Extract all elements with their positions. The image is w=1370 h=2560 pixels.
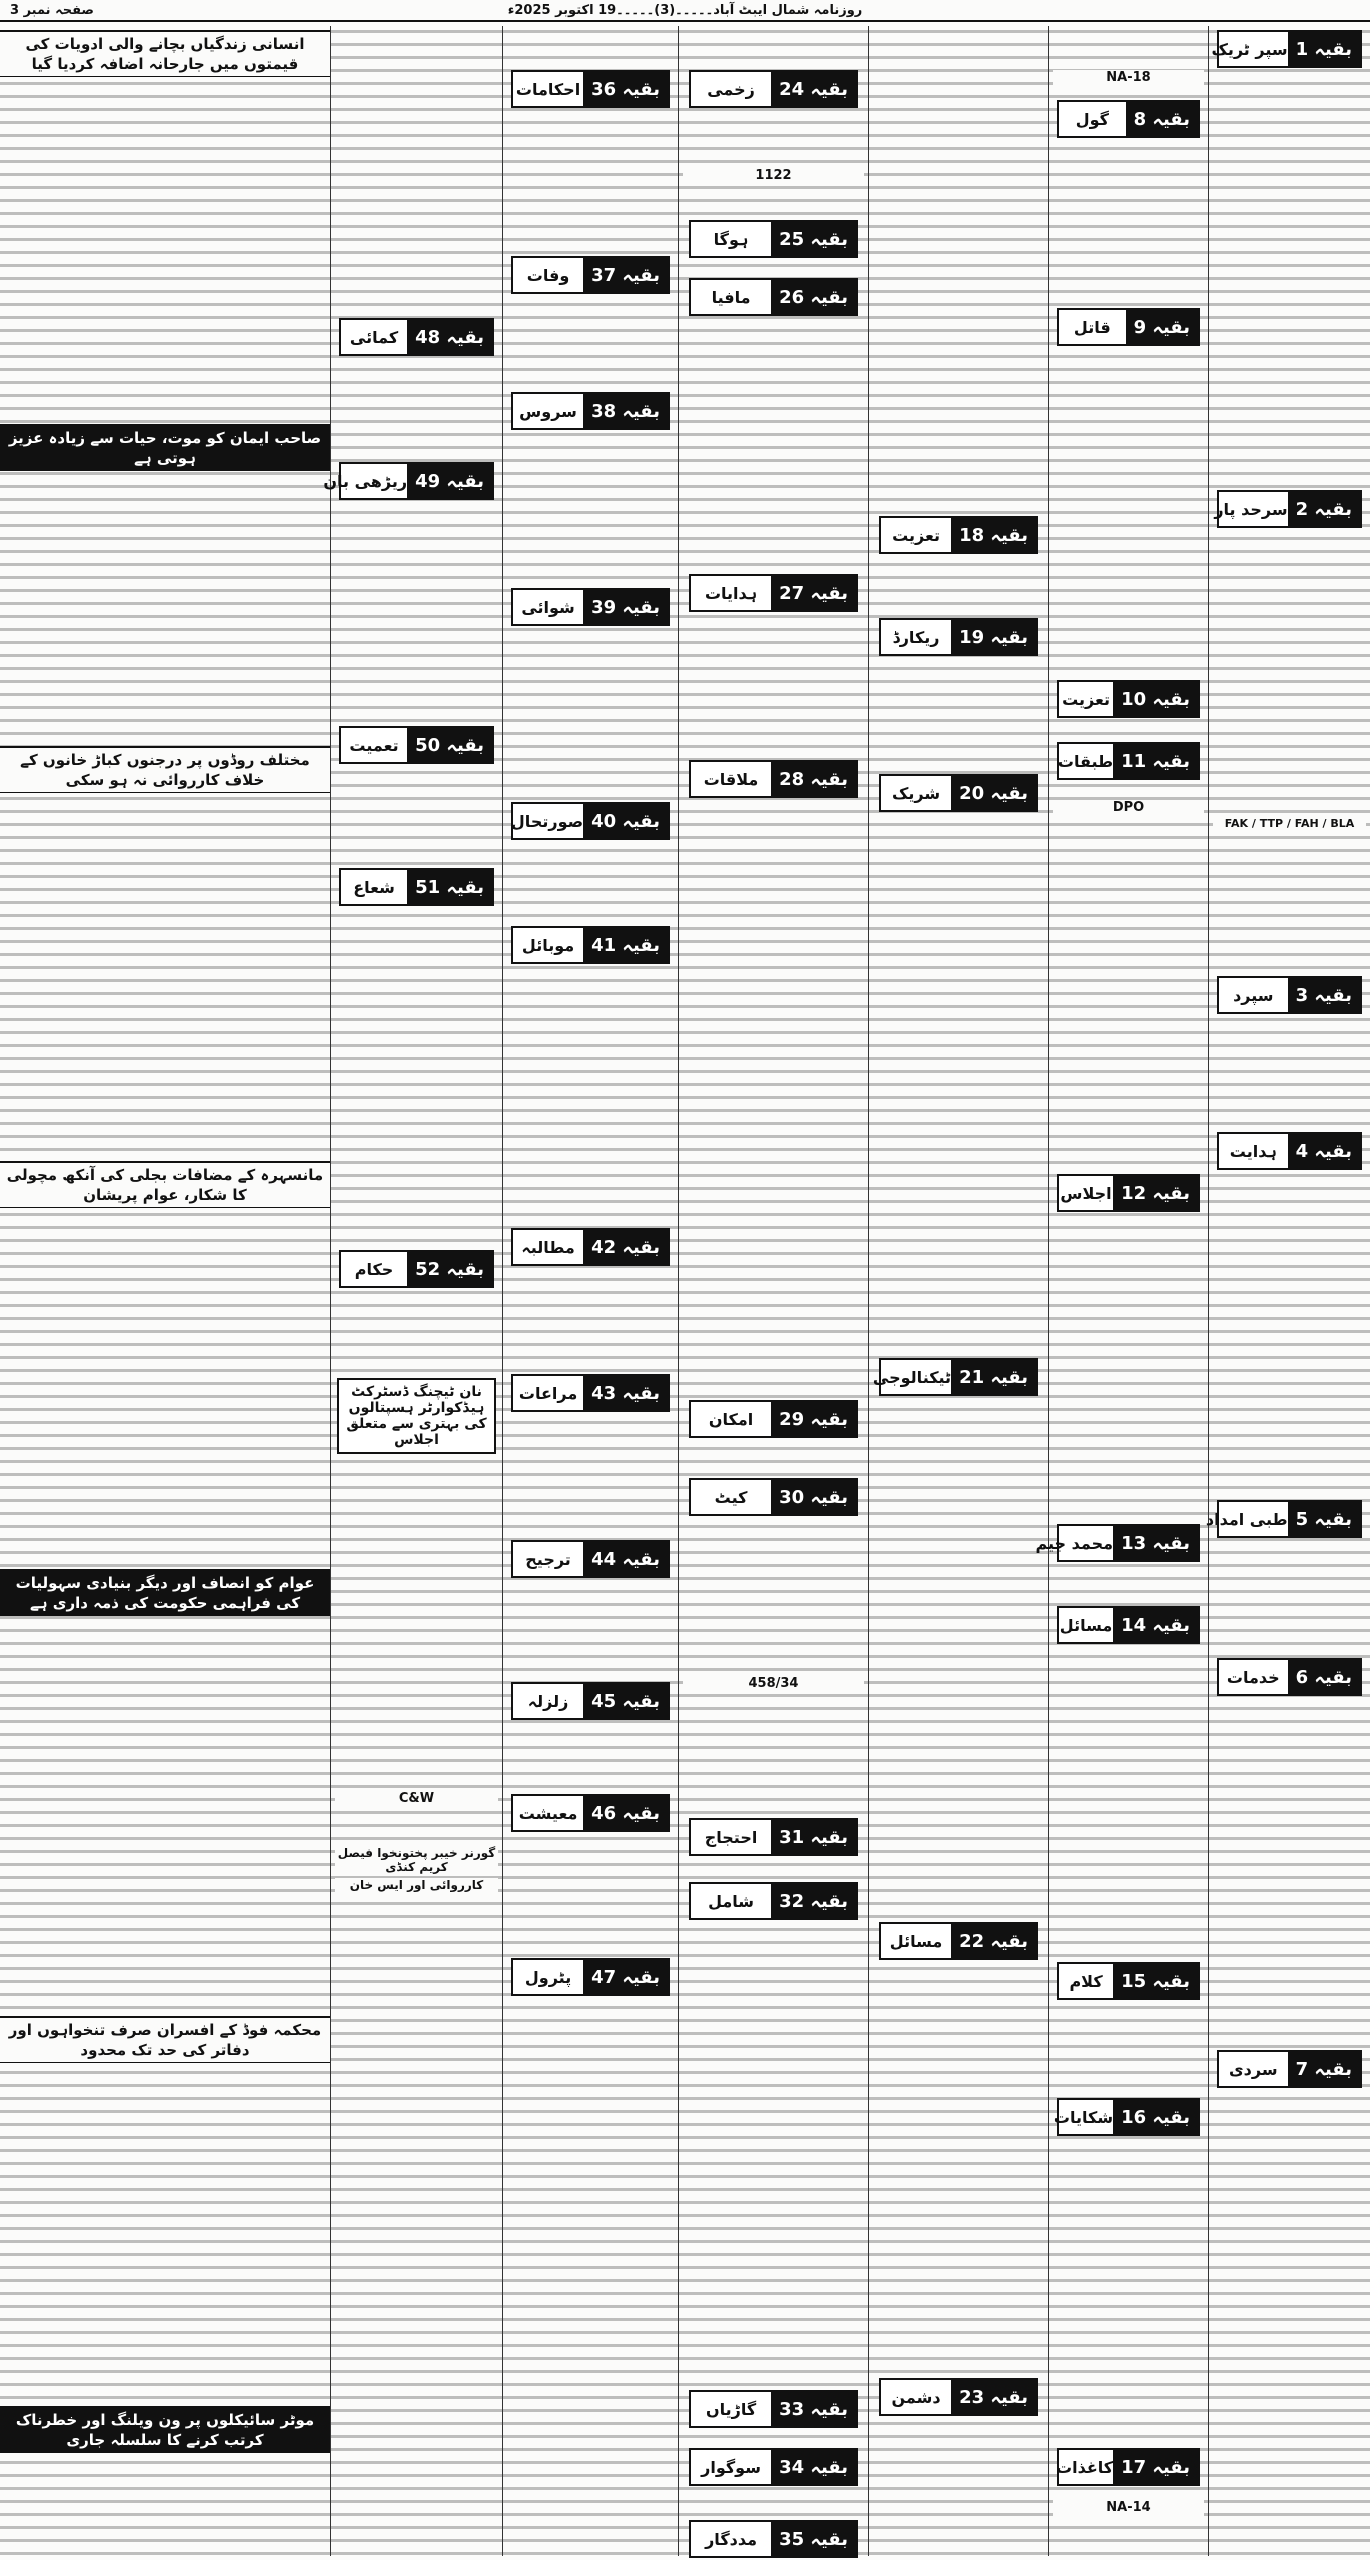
baqia-title: سرحد پار bbox=[1214, 499, 1288, 519]
baqia-label: بقیہ 14 bbox=[1113, 1608, 1198, 1642]
baqia-label: بقیہ 15 bbox=[1113, 1964, 1198, 1998]
baqia-title: اجلاس bbox=[1060, 1183, 1112, 1203]
column-baqia-5 bbox=[502, 26, 678, 2556]
baqia-title: ہوگا bbox=[713, 229, 749, 249]
body-text-lines bbox=[331, 26, 502, 2556]
baqia-label: بقیہ 48 bbox=[407, 320, 492, 354]
tag-na-18: NA-18 bbox=[1053, 70, 1204, 86]
baqia-box bbox=[1057, 742, 1200, 780]
baqia-label: بقیہ 45 bbox=[583, 1684, 668, 1718]
baqia-box bbox=[1057, 1606, 1200, 1644]
baqia-title: تعمیت bbox=[349, 735, 399, 755]
baqia-label: بقیہ 37 bbox=[583, 258, 668, 292]
column-baqia-4 bbox=[678, 26, 868, 2556]
baqia-box bbox=[511, 802, 670, 840]
baqia-box bbox=[339, 1250, 494, 1288]
baqia-box bbox=[511, 1228, 670, 1266]
baqia-box bbox=[689, 2390, 858, 2428]
baqia-title: سروس bbox=[519, 401, 577, 421]
baqia-box bbox=[879, 516, 1038, 554]
baqia-title: ریکارڈ bbox=[892, 627, 940, 647]
baqia-title: مراعات bbox=[518, 1383, 578, 1403]
baqia-label: بقیہ 24 bbox=[771, 72, 856, 106]
baqia-label: بقیہ 12 bbox=[1113, 1176, 1198, 1210]
baqia-box bbox=[511, 926, 670, 964]
baqia-box bbox=[689, 2448, 858, 2486]
baqia-title: سردی bbox=[1229, 2059, 1278, 2079]
baqia-label: بقیہ 21 bbox=[951, 1360, 1036, 1394]
baqia-box bbox=[872, 1358, 1038, 1396]
baqia-label: بقیہ 22 bbox=[951, 1924, 1036, 1958]
baqia-title: موبائل bbox=[521, 935, 575, 955]
column-baqia-3 bbox=[868, 26, 1048, 2556]
baqia-box bbox=[1217, 976, 1362, 1014]
column-baqia-2 bbox=[1035, 26, 1208, 2556]
baqia-title: قاتل bbox=[1073, 317, 1111, 337]
baqia-title: ہدایات bbox=[704, 583, 758, 603]
baqia-label: بقیہ 52 bbox=[407, 1252, 492, 1286]
tag-cw: C&W bbox=[335, 1791, 498, 1807]
column-baqia-6 bbox=[323, 26, 502, 2556]
baqia-label: بقیہ 28 bbox=[771, 762, 856, 796]
baqia-title: ترجیح bbox=[525, 1549, 571, 1569]
baqia-title: سوگوار bbox=[701, 2457, 761, 2477]
baqia-box bbox=[1057, 1174, 1200, 1212]
baqia-title: ملاقات bbox=[703, 769, 759, 789]
baqia-label: بقیہ 16 bbox=[1113, 2100, 1198, 2134]
baqia-label: بقیہ 32 bbox=[771, 1884, 856, 1918]
headline: محکمہ فوڈ کے افسران صرف تنخواہوں اور دفاتر کی حد تک محدود bbox=[0, 2016, 330, 2063]
baqia-box bbox=[689, 1400, 858, 1438]
baqia-box bbox=[689, 1818, 858, 1856]
baqia-box bbox=[339, 318, 494, 356]
baqia-box bbox=[1057, 1962, 1200, 2000]
page-number: صفحہ نمبر 3 bbox=[10, 2, 94, 18]
photo-credit: گورنر خیبر پختونخوا فیصل کریم کنڈی bbox=[335, 1846, 498, 1874]
baqia-label: بقیہ 50 bbox=[407, 728, 492, 762]
baqia-box bbox=[689, 760, 858, 798]
headline: مانسہرہ کے مضافات بجلی کی آنکھ مچولی کا شکار، عوام پریشان bbox=[0, 1161, 330, 1208]
baqia-title: طبقات bbox=[1057, 751, 1114, 771]
baqia-title: شامل bbox=[708, 1891, 754, 1911]
baqia-box bbox=[511, 392, 670, 430]
baqia-box bbox=[879, 618, 1038, 656]
baqia-label: بقیہ 18 bbox=[951, 518, 1036, 552]
baqia-title: کیٹ bbox=[714, 1487, 748, 1507]
baqia-label: بقیہ 2 bbox=[1288, 492, 1360, 526]
baqia-label: بقیہ 36 bbox=[583, 72, 668, 106]
body-text-lines bbox=[0, 26, 330, 2556]
baqia-box bbox=[689, 2520, 858, 2558]
baqia-title: گول bbox=[1075, 109, 1109, 129]
baqia-label: بقیہ 9 bbox=[1126, 310, 1198, 344]
tag-1122: 1122 bbox=[683, 168, 864, 184]
baqia-box bbox=[339, 726, 494, 764]
tag-na-14: NA-14 bbox=[1053, 2500, 1204, 2516]
baqia-title: سپرد bbox=[1233, 985, 1274, 1005]
baqia-label: بقیہ 44 bbox=[583, 1542, 668, 1576]
headline: انسانی زندگیاں بچانے والی ادویات کی قیمتوں میں جارحانہ اضافہ کردیا گیا bbox=[0, 30, 330, 77]
baqia-box bbox=[879, 774, 1038, 812]
baqia-label: بقیہ 30 bbox=[771, 1480, 856, 1514]
baqia-title: شریک bbox=[892, 783, 941, 803]
column-news bbox=[0, 26, 330, 2556]
baqia-title: تعزیت bbox=[892, 525, 940, 545]
baqia-box bbox=[1217, 2050, 1362, 2088]
baqia-box bbox=[879, 2378, 1038, 2416]
baqia-box bbox=[511, 1682, 670, 1720]
headline: مختلف روڈوں پر درجنوں کباڑ خانوں کے خلاف کارروائی نہ ہو سکی bbox=[0, 746, 330, 793]
baqia-box bbox=[689, 574, 858, 612]
baqia-title: احتجاج bbox=[704, 1827, 758, 1847]
baqia-label: بقیہ 29 bbox=[771, 1402, 856, 1436]
baqia-label: بقیہ 49 bbox=[407, 464, 492, 498]
baqia-box bbox=[511, 70, 670, 108]
baqia-label: بقیہ 11 bbox=[1113, 744, 1198, 778]
baqia-box bbox=[511, 588, 670, 626]
baqia-box bbox=[689, 1882, 858, 1920]
baqia-title: سپر ٹریک bbox=[1211, 39, 1288, 59]
baqia-box bbox=[1217, 1132, 1362, 1170]
baqia-title: وفات bbox=[526, 265, 570, 285]
baqia-title: کاغذات bbox=[1056, 2457, 1114, 2477]
masthead-dateline: روزنامہ شمال ایبٹ آباد۔۔۔۔۔(3)۔۔۔۔۔19 اکتوبر 2025ء bbox=[507, 2, 863, 18]
baqia-label: بقیہ 13 bbox=[1113, 1526, 1198, 1560]
baqia-label: بقیہ 6 bbox=[1288, 1660, 1360, 1694]
baqia-title: احکامات bbox=[515, 79, 581, 99]
baqia-title: ریڑھی بان bbox=[323, 471, 408, 491]
baqia-box bbox=[1057, 308, 1200, 346]
baqia-label: بقیہ 5 bbox=[1288, 1502, 1360, 1536]
headline: صاحب ایمان کو موت، حیات سے زیادہ عزیز ہوتی ہے bbox=[0, 424, 330, 471]
baqia-title: پٹرول bbox=[524, 1967, 572, 1987]
baqia-label: بقیہ 33 bbox=[771, 2392, 856, 2426]
baqia-title: شکایات bbox=[1053, 2107, 1114, 2127]
baqia-box bbox=[1057, 2448, 1200, 2486]
baqia-box bbox=[1057, 680, 1200, 718]
baqia-title: مافیا bbox=[711, 287, 751, 307]
baqia-box bbox=[689, 1478, 858, 1516]
baqia-label: بقیہ 27 bbox=[771, 576, 856, 610]
baqia-title: امکان bbox=[708, 1409, 754, 1429]
baqia-box bbox=[1205, 1500, 1362, 1538]
baqia-box bbox=[1035, 1524, 1200, 1562]
baqia-box bbox=[511, 1794, 670, 1832]
baqia-title: ہدایت bbox=[1229, 1141, 1277, 1161]
baqia-title: حکام bbox=[354, 1259, 394, 1279]
tag-458-34: 458/34 bbox=[683, 1676, 864, 1692]
column-baqia-1 bbox=[1205, 26, 1370, 2556]
baqia-box bbox=[511, 256, 670, 294]
baqia-label: بقیہ 3 bbox=[1288, 978, 1360, 1012]
baqia-box bbox=[1053, 2098, 1200, 2136]
baqia-label: بقیہ 35 bbox=[771, 2522, 856, 2556]
baqia-title: محمد جیم bbox=[1035, 1533, 1114, 1553]
baqia-label: بقیہ 39 bbox=[583, 590, 668, 624]
baqia-label: بقیہ 43 bbox=[583, 1376, 668, 1410]
baqia-label: بقیہ 34 bbox=[771, 2450, 856, 2484]
baqia-label: بقیہ 46 bbox=[583, 1796, 668, 1830]
tag-groups: FAK / TTP / FAH / BLA bbox=[1213, 816, 1366, 832]
baqia-title: دشمن bbox=[891, 2387, 941, 2407]
baqia-title: شعاع bbox=[353, 877, 395, 897]
body-text-lines bbox=[1049, 26, 1208, 2556]
baqia-box bbox=[689, 220, 858, 258]
baqia-title: ٹیکنالوجی bbox=[872, 1367, 952, 1387]
body-text-lines bbox=[679, 26, 868, 2556]
baqia-label: بقیہ 42 bbox=[583, 1230, 668, 1264]
baqia-label: بقیہ 23 bbox=[951, 2380, 1036, 2414]
baqia-label: بقیہ 8 bbox=[1126, 102, 1198, 136]
baqia-box bbox=[511, 1540, 670, 1578]
baqia-title: خدمات bbox=[1226, 1667, 1280, 1687]
baqia-box bbox=[1211, 30, 1362, 68]
baqia-label: بقیہ 26 bbox=[771, 280, 856, 314]
baqia-label: بقیہ 10 bbox=[1113, 682, 1198, 716]
body-text-lines bbox=[869, 26, 1048, 2556]
baqia-title: معیشت bbox=[518, 1803, 578, 1823]
baqia-box bbox=[339, 868, 494, 906]
baqia-label: بقیہ 4 bbox=[1288, 1134, 1360, 1168]
baqia-title: مطالبہ bbox=[521, 1237, 575, 1257]
baqia-label: بقیہ 25 bbox=[771, 222, 856, 256]
baqia-title: مسائل bbox=[889, 1931, 943, 1951]
baqia-label: بقیہ 1 bbox=[1288, 32, 1360, 66]
baqia-label: بقیہ 47 bbox=[583, 1960, 668, 1994]
baqia-title: کمائی bbox=[349, 327, 399, 347]
news-box-hospital-meeting: نان ٹیچنگ ڈسٹرکٹ ہیڈکوارٹر ہسپتالوں کی بہتری سے متعلق اجلاس bbox=[337, 1378, 496, 1454]
baqia-label: بقیہ 41 bbox=[583, 928, 668, 962]
baqia-box bbox=[511, 1958, 670, 1996]
baqia-title: زلزلہ bbox=[527, 1691, 569, 1711]
baqia-box bbox=[879, 1922, 1038, 1960]
baqia-box bbox=[1217, 1658, 1362, 1696]
baqia-title: طبی امداد bbox=[1205, 1509, 1288, 1529]
baqia-box bbox=[689, 278, 858, 316]
baqia-title: مسائل bbox=[1059, 1615, 1113, 1635]
baqia-title: تعزیت bbox=[1062, 689, 1110, 709]
baqia-title: مددگار bbox=[705, 2529, 757, 2549]
baqia-label: بقیہ 38 bbox=[583, 394, 668, 428]
baqia-box bbox=[1214, 490, 1362, 528]
headline: موٹر سائیکلوں پر ون ویلنگ اور خطرناک کرتب کرنے کا سلسلہ جاری bbox=[0, 2406, 330, 2453]
baqia-box bbox=[1057, 100, 1200, 138]
baqia-box bbox=[689, 70, 858, 108]
baqia-label: بقیہ 20 bbox=[951, 776, 1036, 810]
body-text-lines bbox=[1209, 26, 1370, 2556]
baqia-label: بقیہ 40 bbox=[583, 804, 668, 838]
baqia-label: بقیہ 7 bbox=[1288, 2052, 1360, 2086]
baqia-label: بقیہ 51 bbox=[407, 870, 492, 904]
baqia-title: شوائی bbox=[521, 597, 575, 617]
baqia-label: بقیہ 17 bbox=[1113, 2450, 1198, 2484]
photo-credit: کارروائی اور ایس خان bbox=[335, 1878, 498, 1892]
page-header bbox=[0, 0, 1370, 22]
headline: عوام کو انصاف اور دیگر بنیادی سہولیات کی فراہمی حکومت کی ذمہ داری ہے bbox=[0, 1569, 330, 1616]
baqia-title: صورتحال bbox=[510, 811, 584, 831]
baqia-label: بقیہ 31 bbox=[771, 1820, 856, 1854]
baqia-title: زخمی bbox=[707, 79, 755, 99]
baqia-box bbox=[511, 1374, 670, 1412]
baqia-title: گاڑیاں bbox=[705, 2399, 757, 2419]
baqia-title: کلام bbox=[1069, 1971, 1103, 1991]
baqia-label: بقیہ 19 bbox=[951, 620, 1036, 654]
tag-dpo: DPO bbox=[1053, 800, 1204, 816]
baqia-box bbox=[323, 462, 494, 500]
